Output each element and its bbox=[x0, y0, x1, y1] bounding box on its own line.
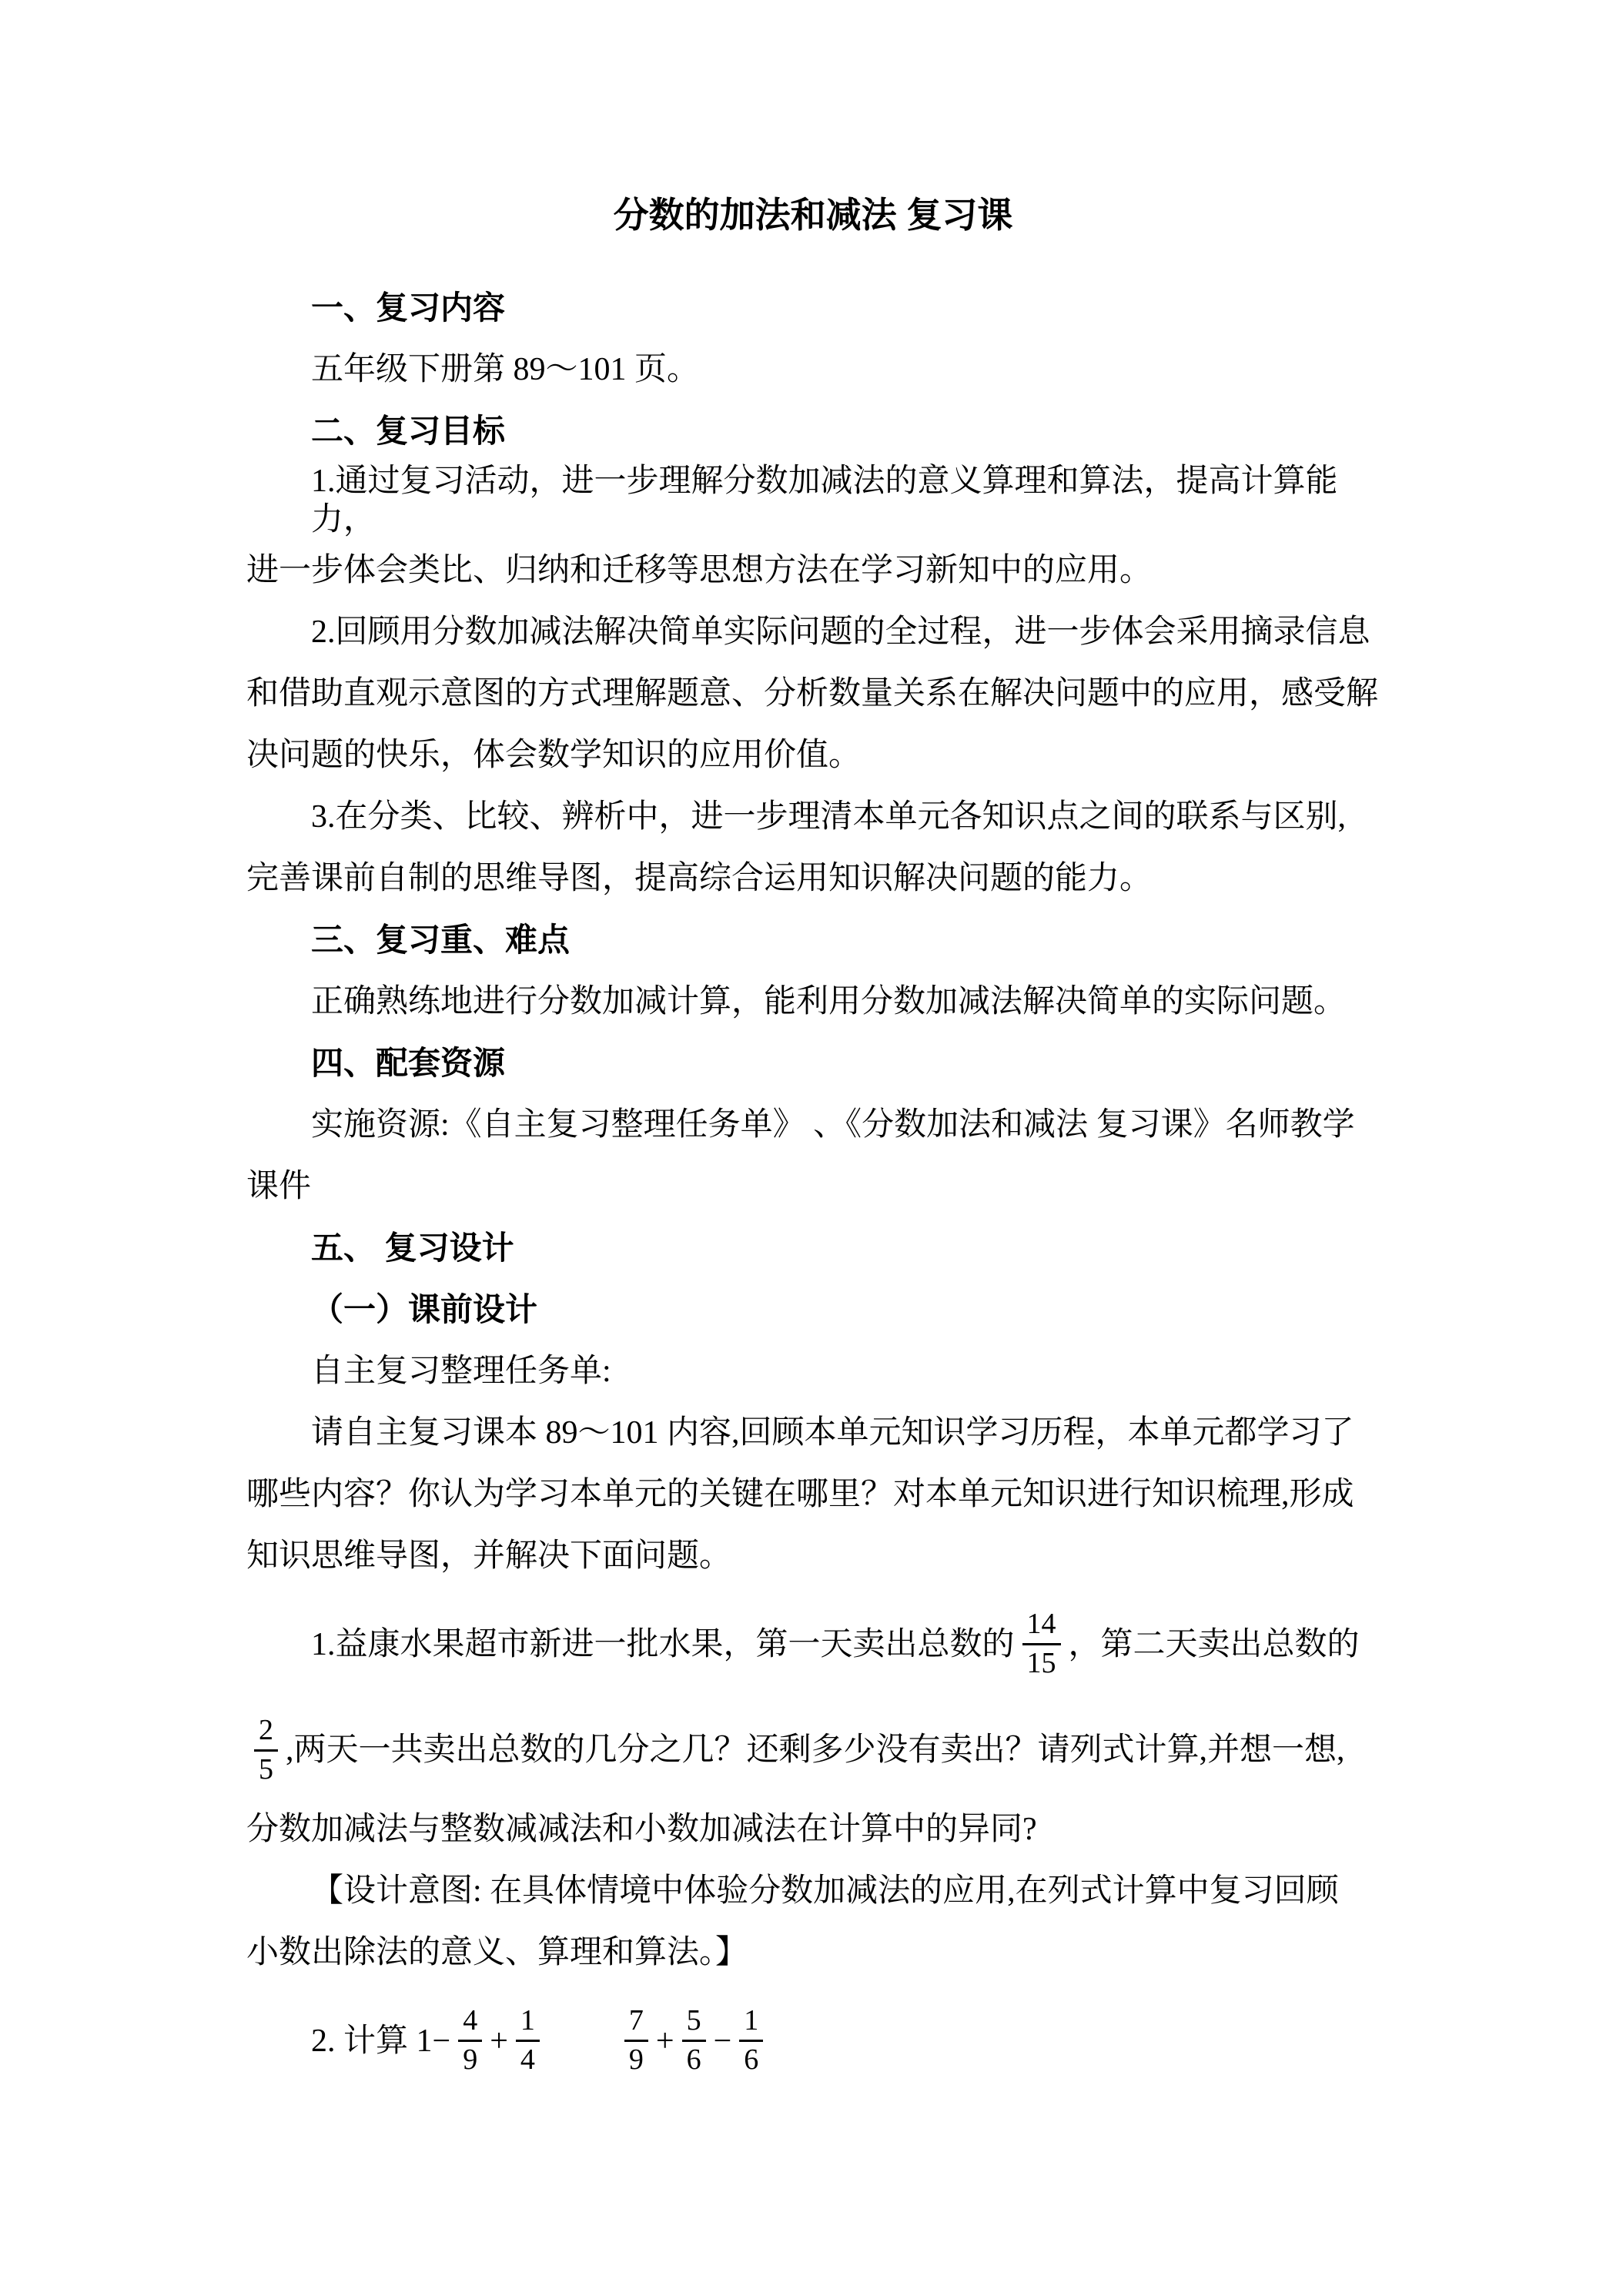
text-run: 五年级下册第 89～101 页。 bbox=[311, 351, 700, 387]
text-run: ，第二天卖出总数的 bbox=[1068, 1626, 1360, 1662]
design-intent-line-2 bbox=[246, 1922, 1380, 1983]
fraction-denominator: 9 bbox=[463, 2043, 478, 2077]
fraction-numerator: 7 bbox=[628, 2004, 644, 2037]
section-5-heading bbox=[246, 1217, 1380, 1279]
fraction-numerator: 4 bbox=[463, 2004, 478, 2037]
goal-1-line-1 bbox=[246, 462, 1380, 540]
fraction-numerator: 14 bbox=[1026, 1608, 1056, 1641]
section-4-heading bbox=[246, 1033, 1380, 1094]
fraction bbox=[682, 2005, 706, 2077]
fraction-numerator: 5 bbox=[686, 2004, 701, 2037]
text-run: + bbox=[490, 2023, 508, 2059]
text-run: 1.通过复习活动，进一步理解分数加减法的意义算理和算法，提高计算能力， bbox=[311, 464, 1338, 538]
document-content bbox=[246, 185, 1380, 2099]
text-run: 知识思维导图，并解决下面问题。 bbox=[246, 1538, 732, 1574]
text-run: − bbox=[713, 2023, 732, 2059]
text-run: 四、配套资源 bbox=[311, 1044, 506, 1081]
goal-2-line-3 bbox=[246, 725, 1380, 786]
text-run: 实施资源:《自主复习整理任务单》 、《分数加法和减法 复习课》名师教学 bbox=[311, 1106, 1355, 1143]
fraction-bar bbox=[1022, 1643, 1061, 1645]
fraction bbox=[516, 2005, 540, 2077]
text-run: 五、 复习设计 bbox=[311, 1229, 514, 1266]
document-title bbox=[246, 185, 1380, 246]
section-2-heading bbox=[246, 400, 1380, 462]
fraction-denominator: 6 bbox=[686, 2043, 701, 2077]
design-intent-line-1 bbox=[246, 1860, 1380, 1922]
text-run: （一）课前设计 bbox=[311, 1290, 538, 1327]
text-run: 进一步体会类比、归纳和迁移等思想方法在学习新知中的应用。 bbox=[246, 552, 1153, 588]
horizontal-spacer bbox=[547, 2040, 617, 2041]
fraction-bar bbox=[458, 2040, 482, 2042]
resource-line-1 bbox=[246, 1094, 1380, 1156]
fraction bbox=[458, 2005, 482, 2077]
fraction-numerator: 1 bbox=[744, 2004, 759, 2037]
problem-1-line-1 bbox=[246, 1587, 1380, 1702]
text-run: 完善课前自制的思维导图，提高综合运用知识解决问题的能力。 bbox=[246, 860, 1153, 896]
subsection-1-heading bbox=[246, 1279, 1380, 1340]
text-run: 自主复习整理任务单: bbox=[311, 1353, 611, 1389]
fraction-numerator: 1 bbox=[520, 2004, 535, 2037]
fraction bbox=[739, 2005, 763, 2077]
section-1-heading bbox=[246, 277, 1380, 339]
fraction-bar bbox=[682, 2040, 706, 2042]
fraction-denominator: 4 bbox=[520, 2043, 535, 2077]
resource-line-2 bbox=[246, 1156, 1380, 1217]
text-run: 3.在分类、比较、辨析中，进一步理清本单元各知识点之间的联系与区别, bbox=[311, 798, 1347, 835]
fraction-bar bbox=[739, 2040, 763, 2042]
fraction-denominator: 9 bbox=[628, 2043, 644, 2077]
text-run: 2.回顾用分数加减法解决简单实际问题的全过程，进一步体会采用摘录信息 bbox=[311, 614, 1370, 650]
text-run: 1.益康水果超市新进一批水果，第一天卖出总数的 bbox=[311, 1626, 1015, 1662]
fraction-bar bbox=[254, 1749, 278, 1752]
text-run: + bbox=[655, 2023, 674, 2059]
goal-3-line-2 bbox=[246, 848, 1380, 909]
text-run: 【设计意图: 在具体情境中体验分数加减法的应用,在列式计算中复习回顾 bbox=[311, 1873, 1339, 1909]
task-intro-line-1 bbox=[246, 1402, 1380, 1464]
fraction bbox=[624, 2005, 648, 2077]
text-run: 分数加减法与整数减减法和小数加减法在计算中的异同? bbox=[246, 1811, 1037, 1847]
fraction-denominator: 15 bbox=[1026, 1647, 1056, 1680]
text-run: 三、复习重、难点 bbox=[311, 921, 571, 958]
text-run: 小数出除法的意义、算理和算法。】 bbox=[246, 1934, 748, 1970]
fraction-denominator: 6 bbox=[744, 2043, 759, 2077]
task-intro-line-2 bbox=[246, 1464, 1380, 1525]
text-run: 哪些内容？你认为学习本单元的关键在哪里？对本单元知识进行知识梳理,形成 bbox=[246, 1476, 1354, 1512]
goal-2-line-1 bbox=[246, 601, 1380, 663]
task-intro-line-3 bbox=[246, 1525, 1380, 1587]
fraction bbox=[254, 1715, 278, 1786]
text-run: 课件 bbox=[246, 1168, 312, 1204]
problem-2-calculation bbox=[246, 1983, 1380, 2099]
text-run: 请自主复习课本 89～101 内容,回顾本单元知识学习历程，本单元都学习了 bbox=[311, 1414, 1354, 1451]
goal-3-line-1 bbox=[246, 786, 1380, 848]
problem-1-line-2 bbox=[246, 1702, 1380, 1799]
text-run: 和借助直观示意图的方式理解题意、分析数量关系在解决问题中的应用，感受解 bbox=[246, 675, 1379, 711]
text-run: 正确熟练地进行分数加减计算，能利用分数加减法解决简单的实际问题。 bbox=[311, 983, 1347, 1019]
goal-1-line-2 bbox=[246, 540, 1380, 601]
fraction-denominator: 5 bbox=[259, 1752, 273, 1786]
section-1-body bbox=[246, 339, 1380, 400]
problem-1-line-3 bbox=[246, 1799, 1380, 1860]
section-3-body bbox=[246, 971, 1380, 1033]
section-3-heading bbox=[246, 909, 1380, 971]
text-run: 2. 计算 1− bbox=[311, 2023, 451, 2059]
text-run: ,两天一共卖出总数的几分之几？还剩多少没有卖出？请列式计算,并想一想, bbox=[286, 1732, 1345, 1769]
text-run: 分数的加法和减法 复习课 bbox=[613, 195, 1013, 236]
text-run: 二、复习目标 bbox=[311, 412, 506, 449]
text-run: 一、复习内容 bbox=[311, 289, 506, 326]
fraction-numerator: 2 bbox=[259, 1713, 273, 1746]
goal-2-line-2 bbox=[246, 663, 1380, 725]
fraction bbox=[1022, 1608, 1061, 1680]
text-run: 决问题的快乐，体会数学知识的应用价值。 bbox=[246, 737, 862, 773]
fraction-bar bbox=[516, 2040, 540, 2042]
fraction-bar bbox=[624, 2040, 648, 2042]
tasklist-intro bbox=[246, 1340, 1380, 1402]
